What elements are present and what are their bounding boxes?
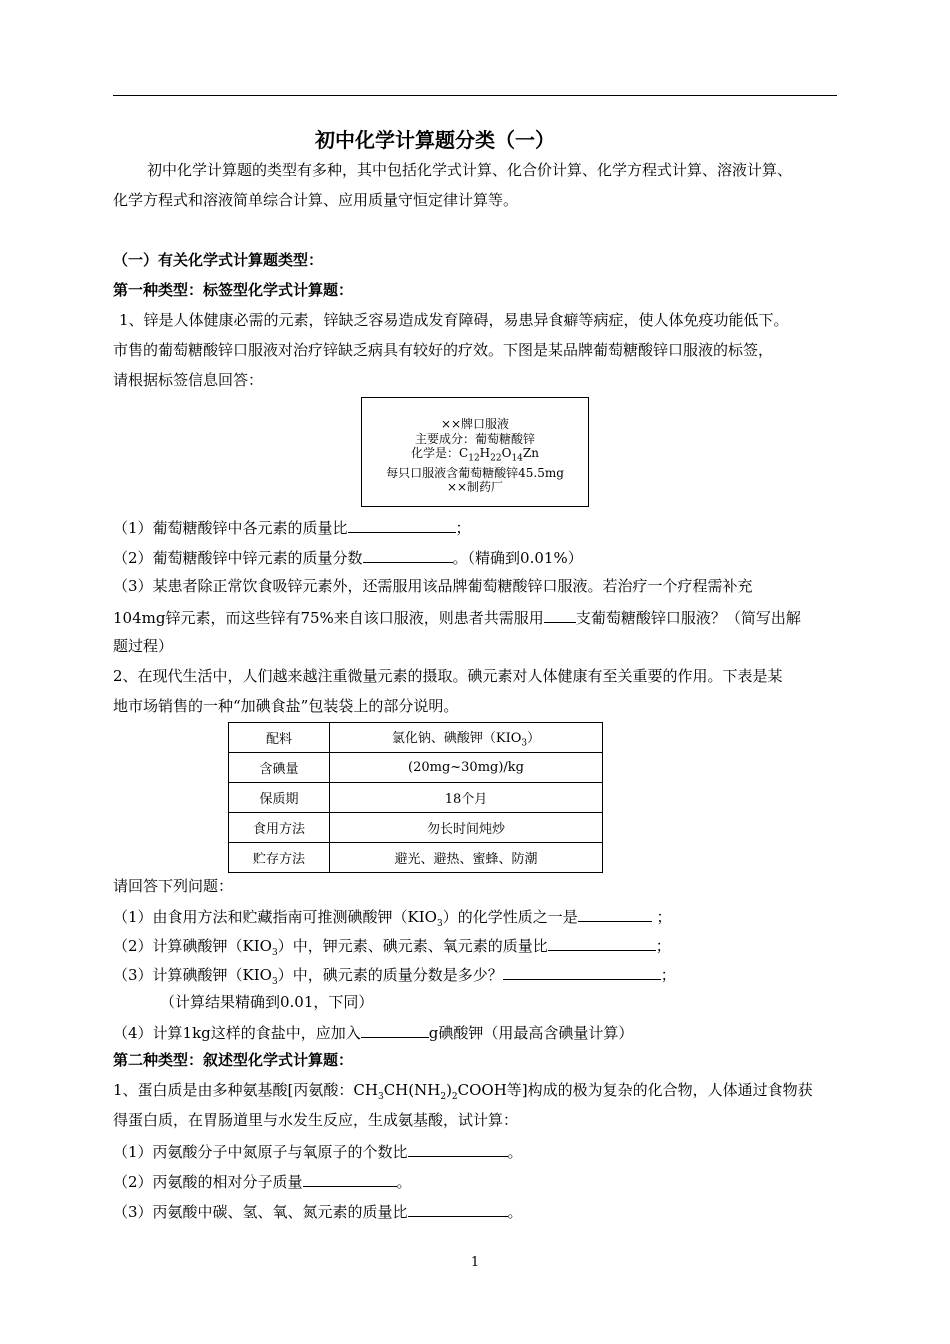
q3-part-2: （2）丙氨酸的相对分子质量 。 xyxy=(113,1170,841,1192)
intro-line-2: 化学方程式和溶液简单综合计算、应用质量守恒定律计算等。 xyxy=(113,191,519,209)
answer-blank[interactable] xyxy=(361,1021,429,1038)
answer-blank[interactable] xyxy=(578,905,652,922)
intro-line-1: 初中化学计算题的类型有多种，其中包括化学式计算、化合价计算、化学方程式计算、溶液计算、 xyxy=(147,161,793,179)
table-cell-key: 食用方法 xyxy=(229,813,330,843)
table-row xyxy=(229,813,603,843)
type1-heading: 第一种类型：标签型化学式计算题： xyxy=(113,281,354,299)
q3-part-3: （3）丙氨酸中碳、氢、氧、氮元素的质量比 。 xyxy=(113,1200,841,1222)
section-heading: （一）有关化学式计算题类型： xyxy=(113,251,324,269)
q3-part-1: （1）丙氨酸分子中氮原子与氧原子的个数比 。 xyxy=(113,1140,841,1162)
q2-prompt: 请回答下列问题： xyxy=(113,877,234,895)
answer-blank[interactable] xyxy=(348,516,456,533)
type2-heading: 第二种类型：叙述型化学式计算题： xyxy=(113,1051,354,1069)
page-title: 初中化学计算题分类（一） xyxy=(315,128,555,152)
table-cell-value: 勿长时间炖炒 xyxy=(330,813,603,843)
table-cell-key: 保质期 xyxy=(229,783,330,813)
table-cell-value: (20mg~30mg)/kg xyxy=(330,753,603,783)
q2-part-3: （3）计算碘酸钾$(KIO_3)$中，碘元素的质量分数是多少？ ； xyxy=(113,963,841,992)
answer-blank[interactable] xyxy=(408,1140,508,1157)
q1-part-3-line-2: 104mg锌元素，而这些锌有75%来自该口服液，则患者共需服用 支葡萄糖酸锌口服液？（简写出解 xyxy=(113,606,841,628)
q1-part-1: （1）葡萄糖酸锌中各元素的质量比 ； xyxy=(113,516,841,538)
table-cell-value: 避光、避热、蜜蜂、防潮 xyxy=(330,843,603,873)
q2-part-4: （4）计算1kg这样的食盐中，应加入 g碘酸钾（用最高含碘量计算） xyxy=(113,1021,841,1043)
table-row xyxy=(229,753,603,783)
answer-blank[interactable] xyxy=(363,546,453,563)
q1-stem-line-1: 1、锌是人体健康必需的元素，锌缺乏容易造成发育障碍，易患异食癖等病症，使人体免疫功能低下。 xyxy=(119,311,789,329)
q2-stem-line-1: 2、在现代生活中，人们越来越注重微量元素的摄取。碘元素对人体健康有至关重要的作用。下表是某 xyxy=(113,667,783,685)
q3-stem-line-2: 得蛋白质，在胃肠道里与水发生反应，生成氨基酸，试计算： xyxy=(113,1111,519,1129)
q2-part-3-note: （计算结果精确到0.01，下同） xyxy=(160,993,374,1011)
table-cell-key: 含碘量 xyxy=(229,753,330,783)
table-row xyxy=(229,783,603,813)
table-cell-key: 贮存方法 xyxy=(229,843,330,873)
table-cell-value: 氯化钠、碘酸钾$(KIO_3)$ xyxy=(330,723,603,753)
q1-part-3-line-1: （3）某患者除正常饮食吸锌元素外，还需服用该品牌葡萄糖酸锌口服液。若治疗一个疗程需补充 xyxy=(113,577,753,595)
header-rule xyxy=(113,95,837,96)
product-label-box xyxy=(361,397,589,507)
answer-blank[interactable] xyxy=(303,1170,397,1187)
table-row xyxy=(229,843,603,873)
q2-part-1: （1）由食用方法和贮藏指南可推测碘酸钾$(KIO_3)$的化学性质之一是 ； xyxy=(113,905,841,934)
q1-part-3-line-3: 题过程） xyxy=(113,637,174,655)
q1-stem-line-2: 市售的葡萄糖酸锌口服液对治疗锌缺乏病具有较好的疗效。下图是某品牌葡萄糖酸锌口服液的标签， xyxy=(113,341,774,359)
page-number: 1 xyxy=(470,1255,480,1270)
q2-stem-line-2: 地市场销售的一种“加碘食盐”包装袋上的部分说明。 xyxy=(113,697,459,715)
label-dosage: 每只口服液含葡萄糖酸锌45.5mg xyxy=(386,465,564,480)
q1-stem-line-3: 请根据标签信息回答： xyxy=(113,371,264,389)
answer-blank[interactable] xyxy=(544,606,576,623)
answer-blank[interactable] xyxy=(503,963,661,980)
q3-stem-line-1: 1、蛋白质是由多种氨基酸[丙氨酸：$CH_3CH(NH_2)_2COOH$等]构成的极为复杂的化合物，人体通过食物获 xyxy=(113,1081,813,1102)
salt-label-table xyxy=(228,722,603,873)
table-row xyxy=(229,723,603,753)
label-brand: ××牌口服液 xyxy=(440,417,510,431)
label-formula: 化学是：$C_{12}H_{22}O_{14}Zn$ xyxy=(411,446,539,464)
q1-part-2: （2）葡萄糖酸锌中锌元素的质量分数 。（精确到0.01%） xyxy=(113,546,841,568)
answer-blank[interactable] xyxy=(408,1200,508,1217)
label-manufacturer: ××制药厂 xyxy=(446,480,504,495)
table-cell-value: 18个月 xyxy=(330,783,603,813)
label-ingredient: 主要成分：葡萄糖酸锌 xyxy=(414,431,535,446)
table-cell-key: 配料 xyxy=(229,723,330,753)
answer-blank[interactable] xyxy=(548,934,656,951)
q2-part-2: （2）计算碘酸钾$(KIO_3)$中，钾元素、碘元素、氧元素的质量比 ； xyxy=(113,934,841,963)
